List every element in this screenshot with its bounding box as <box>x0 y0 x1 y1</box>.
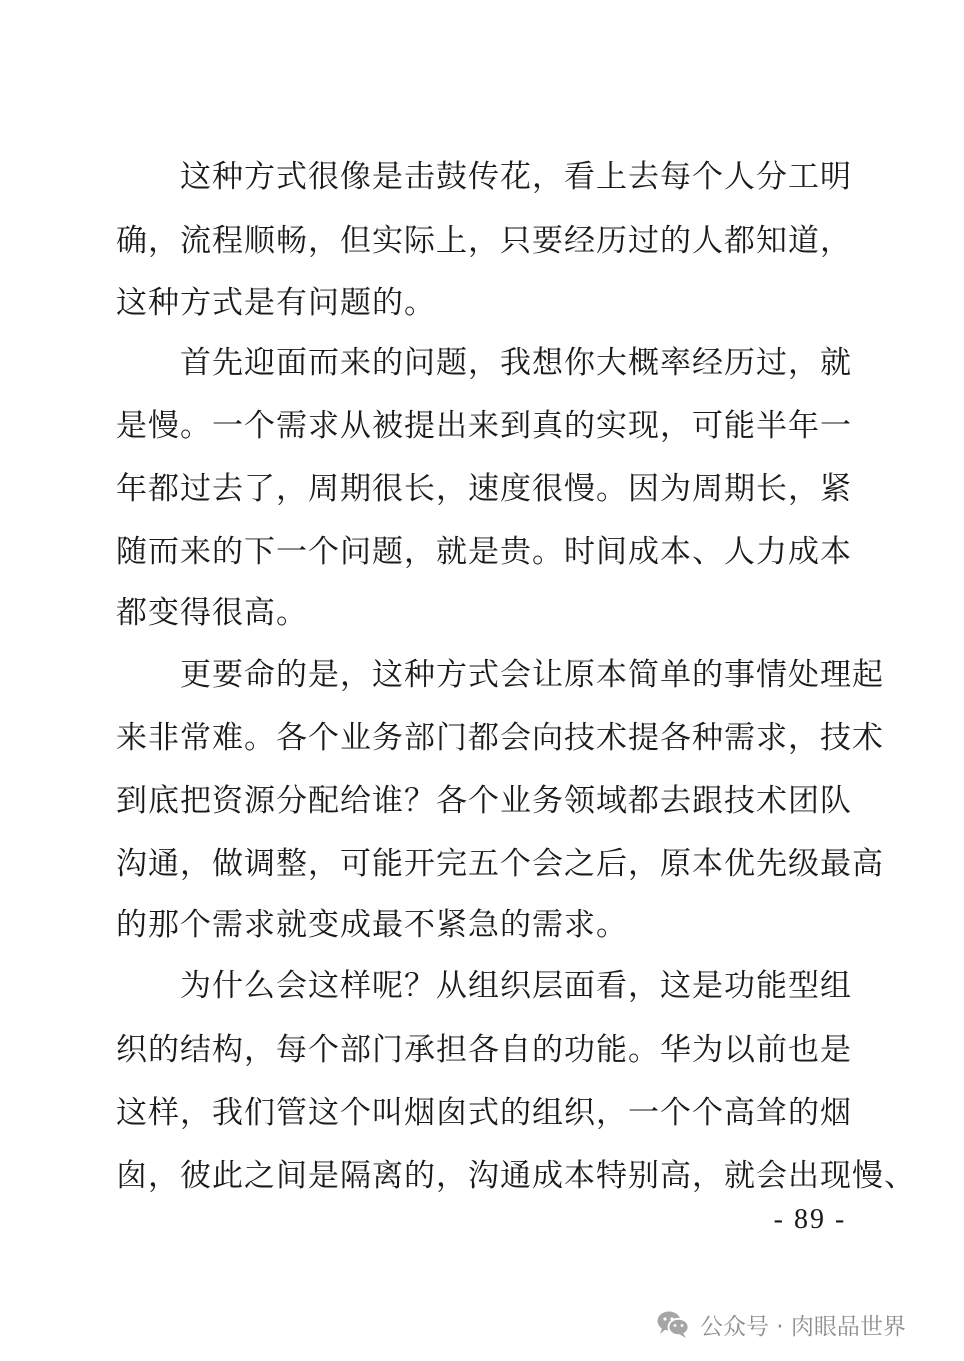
paragraph-2-line-3: 年都过去了，周期很长，速度很慢。因为周期长，紧 <box>116 471 852 507</box>
wechat-icon <box>656 1309 690 1339</box>
paragraph-3-line-5: 的那个需求就变成最不紧急的需求。 <box>116 907 628 943</box>
page-number: - 89 - <box>773 1204 847 1235</box>
paragraph-4-line-1: 为什么会这样呢？从组织层面看，这是功能型组 <box>180 968 852 1004</box>
paragraph-2-line-5: 都变得很高。 <box>116 595 308 631</box>
paragraph-1-line-2: 确，流程顺畅，但实际上，只要经历过的人都知道， <box>116 223 852 259</box>
paragraph-3-line-1: 更要命的是，这种方式会让原本简单的事情处理起 <box>180 657 884 693</box>
paragraph-3-line-2: 来非常难。各个业务部门都会向技术提各种需求，技术 <box>116 720 884 756</box>
watermark-text: 公众号 · 肉眼品世界 <box>700 1313 906 1340</box>
paragraph-4-line-3: 这样，我们管这个叫烟囱式的组织，一个个高耸的烟 <box>116 1095 852 1131</box>
paragraph-4-line-4: 囱，彼此之间是隔离的，沟通成本特别高，就会出现慢、 <box>116 1158 916 1194</box>
watermark <box>656 1304 906 1344</box>
paragraph-3-line-3: 到底把资源分配给谁？各个业务领域都去跟技术团队 <box>116 783 852 819</box>
paragraph-2-line-2: 是慢。一个需求从被提出来到真的实现，可能半年一 <box>116 408 852 444</box>
paragraph-3-line-4: 沟通，做调整，可能开完五个会之后，原本优先级最高 <box>116 846 884 882</box>
paragraph-1-line-1: 这种方式很像是击鼓传花，看上去每个人分工明 <box>180 159 852 195</box>
paragraph-4-line-2: 织的结构，每个部门承担各自的功能。华为以前也是 <box>116 1032 852 1068</box>
paragraph-1-line-3: 这种方式是有问题的。 <box>116 285 436 321</box>
paragraph-2-line-4: 随而来的下一个问题，就是贵。时间成本、人力成本 <box>116 534 852 570</box>
paragraph-2-line-1: 首先迎面而来的问题，我想你大概率经历过，就 <box>180 345 852 381</box>
